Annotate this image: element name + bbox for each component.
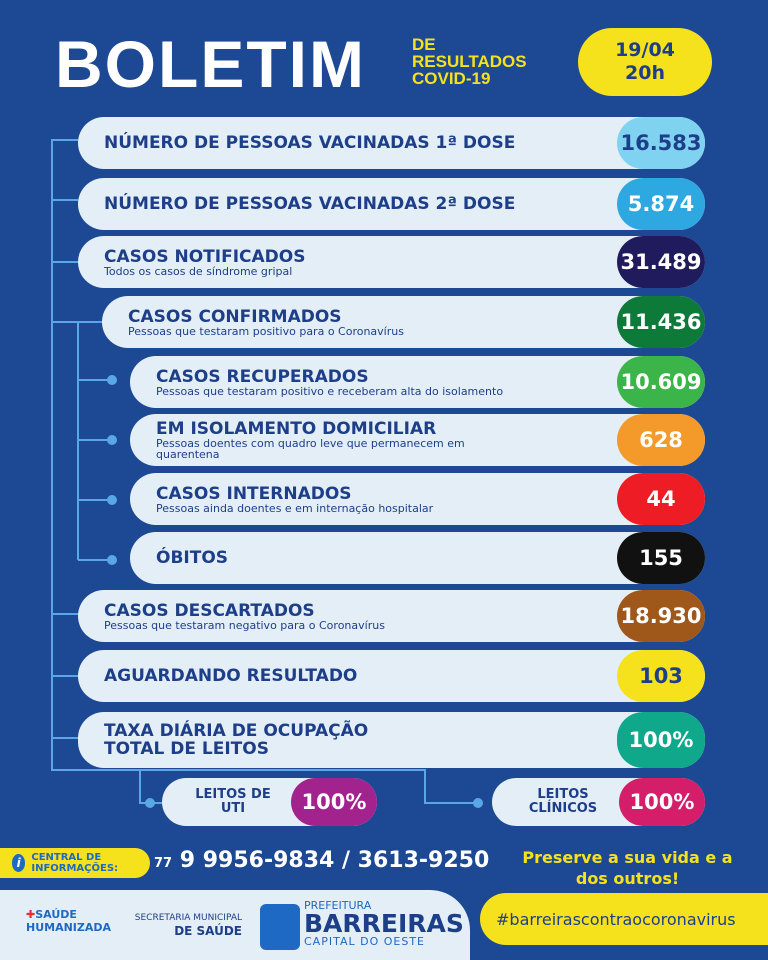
slogan: Preserve a sua vida e a dos outros! bbox=[522, 848, 733, 888]
stat-text bbox=[104, 195, 705, 213]
central-label: CENTRAL DE INFORMAÇÕES: bbox=[31, 852, 119, 874]
stat-text bbox=[104, 722, 705, 758]
city-subtitle: CAPITAL DO OESTE bbox=[304, 935, 425, 948]
stat-row bbox=[78, 590, 705, 642]
stat-row bbox=[78, 236, 705, 288]
stat-value: 628 bbox=[617, 414, 705, 466]
stat-text bbox=[104, 134, 705, 152]
secretaria-bottom: DE SAÚDE bbox=[174, 924, 242, 938]
stat-row bbox=[78, 178, 705, 230]
bulletin-subtitle bbox=[412, 36, 527, 87]
stat-value: 5.874 bbox=[617, 178, 705, 230]
prefeitura-text: PREFEITURA bbox=[304, 899, 372, 912]
stat-label: CASOS CONFIRMADOS bbox=[128, 306, 342, 327]
stat-label: CASOS NOTIFICADOS bbox=[104, 246, 306, 267]
stat-row bbox=[102, 296, 705, 348]
stat-row bbox=[130, 414, 705, 466]
area-code: 77 bbox=[154, 856, 173, 871]
central-informacoes bbox=[0, 848, 150, 878]
leitos-uti bbox=[162, 778, 377, 826]
secretaria-logo bbox=[118, 912, 242, 938]
stat-value: 16.583 bbox=[617, 117, 705, 169]
saude-humanizada-logo bbox=[26, 908, 112, 934]
stat-label: CASOS INTERNADOS bbox=[156, 483, 352, 504]
leitos-uti-label: LEITOS DE UTI bbox=[195, 787, 271, 816]
leitos-clinicos-value: 100% bbox=[619, 778, 705, 826]
stat-text bbox=[104, 667, 705, 685]
saude-logo-text: SAÚDE HUMANIZADA bbox=[26, 908, 112, 934]
secretaria-top: SECRETARIA MUNICIPAL bbox=[134, 913, 242, 923]
stat-description: Pessoas doentes com quadro leve que permanecem em quarentena bbox=[156, 437, 465, 461]
stat-value: 10.609 bbox=[617, 356, 705, 408]
stat-description: Pessoas ainda doentes e em internação hospitalar bbox=[156, 501, 434, 515]
stat-row bbox=[78, 117, 705, 169]
stat-label: CASOS RECUPERADOS bbox=[156, 366, 369, 387]
stat-row bbox=[130, 473, 705, 525]
stat-row bbox=[78, 712, 705, 768]
subtitle-line: COVID-19 bbox=[412, 69, 491, 88]
stat-row bbox=[78, 650, 705, 702]
stat-value: 155 bbox=[617, 532, 705, 584]
phone-numbers[interactable] bbox=[154, 848, 489, 873]
stat-row bbox=[130, 532, 705, 584]
stat-label: TAXA DIÁRIA DE OCUPAÇÃO TOTAL DE LEITOS bbox=[104, 721, 369, 759]
stat-description: Pessoas que testaram positivo para o Coronavírus bbox=[128, 324, 404, 338]
stat-description: Pessoas que testaram positivo e receberam alta do isolamento bbox=[156, 384, 504, 398]
stat-value: 100% bbox=[617, 712, 705, 768]
leitos-clinicos bbox=[492, 778, 705, 826]
stat-text bbox=[104, 602, 705, 631]
subtitle-line: DE bbox=[412, 35, 436, 54]
phone: 9 9956-9834 / 3613-9250 bbox=[179, 848, 490, 873]
stat-description: Pessoas que testaram negativo para o Coronavírus bbox=[104, 618, 385, 632]
stat-label: EM ISOLAMENTO DOMICILIAR bbox=[156, 419, 437, 439]
stat-value: 103 bbox=[617, 650, 705, 702]
stat-label: AGUARDANDO RESULTADO bbox=[104, 666, 358, 686]
city-crest-icon bbox=[260, 904, 300, 950]
subtitle-line: RESULTADOS bbox=[412, 52, 527, 71]
stat-label: CASOS DESCARTADOS bbox=[104, 600, 315, 621]
city-name: BARREIRAS bbox=[304, 909, 464, 938]
prefeitura-logo bbox=[304, 900, 464, 947]
stat-label: ÓBITOS bbox=[156, 548, 229, 568]
stat-value: 44 bbox=[617, 473, 705, 525]
hashtag-banner: #barreirascontraocoronavirus bbox=[480, 893, 768, 945]
stat-text bbox=[104, 248, 705, 277]
stat-row bbox=[130, 356, 705, 408]
leitos-clinicos-label: LEITOS CLÍNICOS bbox=[528, 787, 598, 816]
stat-value: 31.489 bbox=[617, 236, 705, 288]
stat-label: NÚMERO DE PESSOAS VACINADAS 2ª DOSE bbox=[104, 194, 516, 214]
stat-value: 11.436 bbox=[617, 296, 705, 348]
time: 20h bbox=[625, 62, 665, 84]
stat-value: 18.930 bbox=[617, 590, 705, 642]
date: 19/04 bbox=[615, 39, 675, 61]
stat-label: NÚMERO DE PESSOAS VACINADAS 1ª DOSE bbox=[104, 133, 516, 153]
date-badge bbox=[578, 28, 712, 96]
bulletin-title: BOLETIM bbox=[55, 27, 366, 101]
cross-icon: ✚ bbox=[26, 908, 36, 921]
info-icon: i bbox=[12, 854, 25, 872]
footer-logos bbox=[0, 890, 470, 960]
leitos-uti-value: 100% bbox=[291, 778, 377, 826]
stat-description: Todos os casos de síndrome gripal bbox=[104, 264, 293, 278]
